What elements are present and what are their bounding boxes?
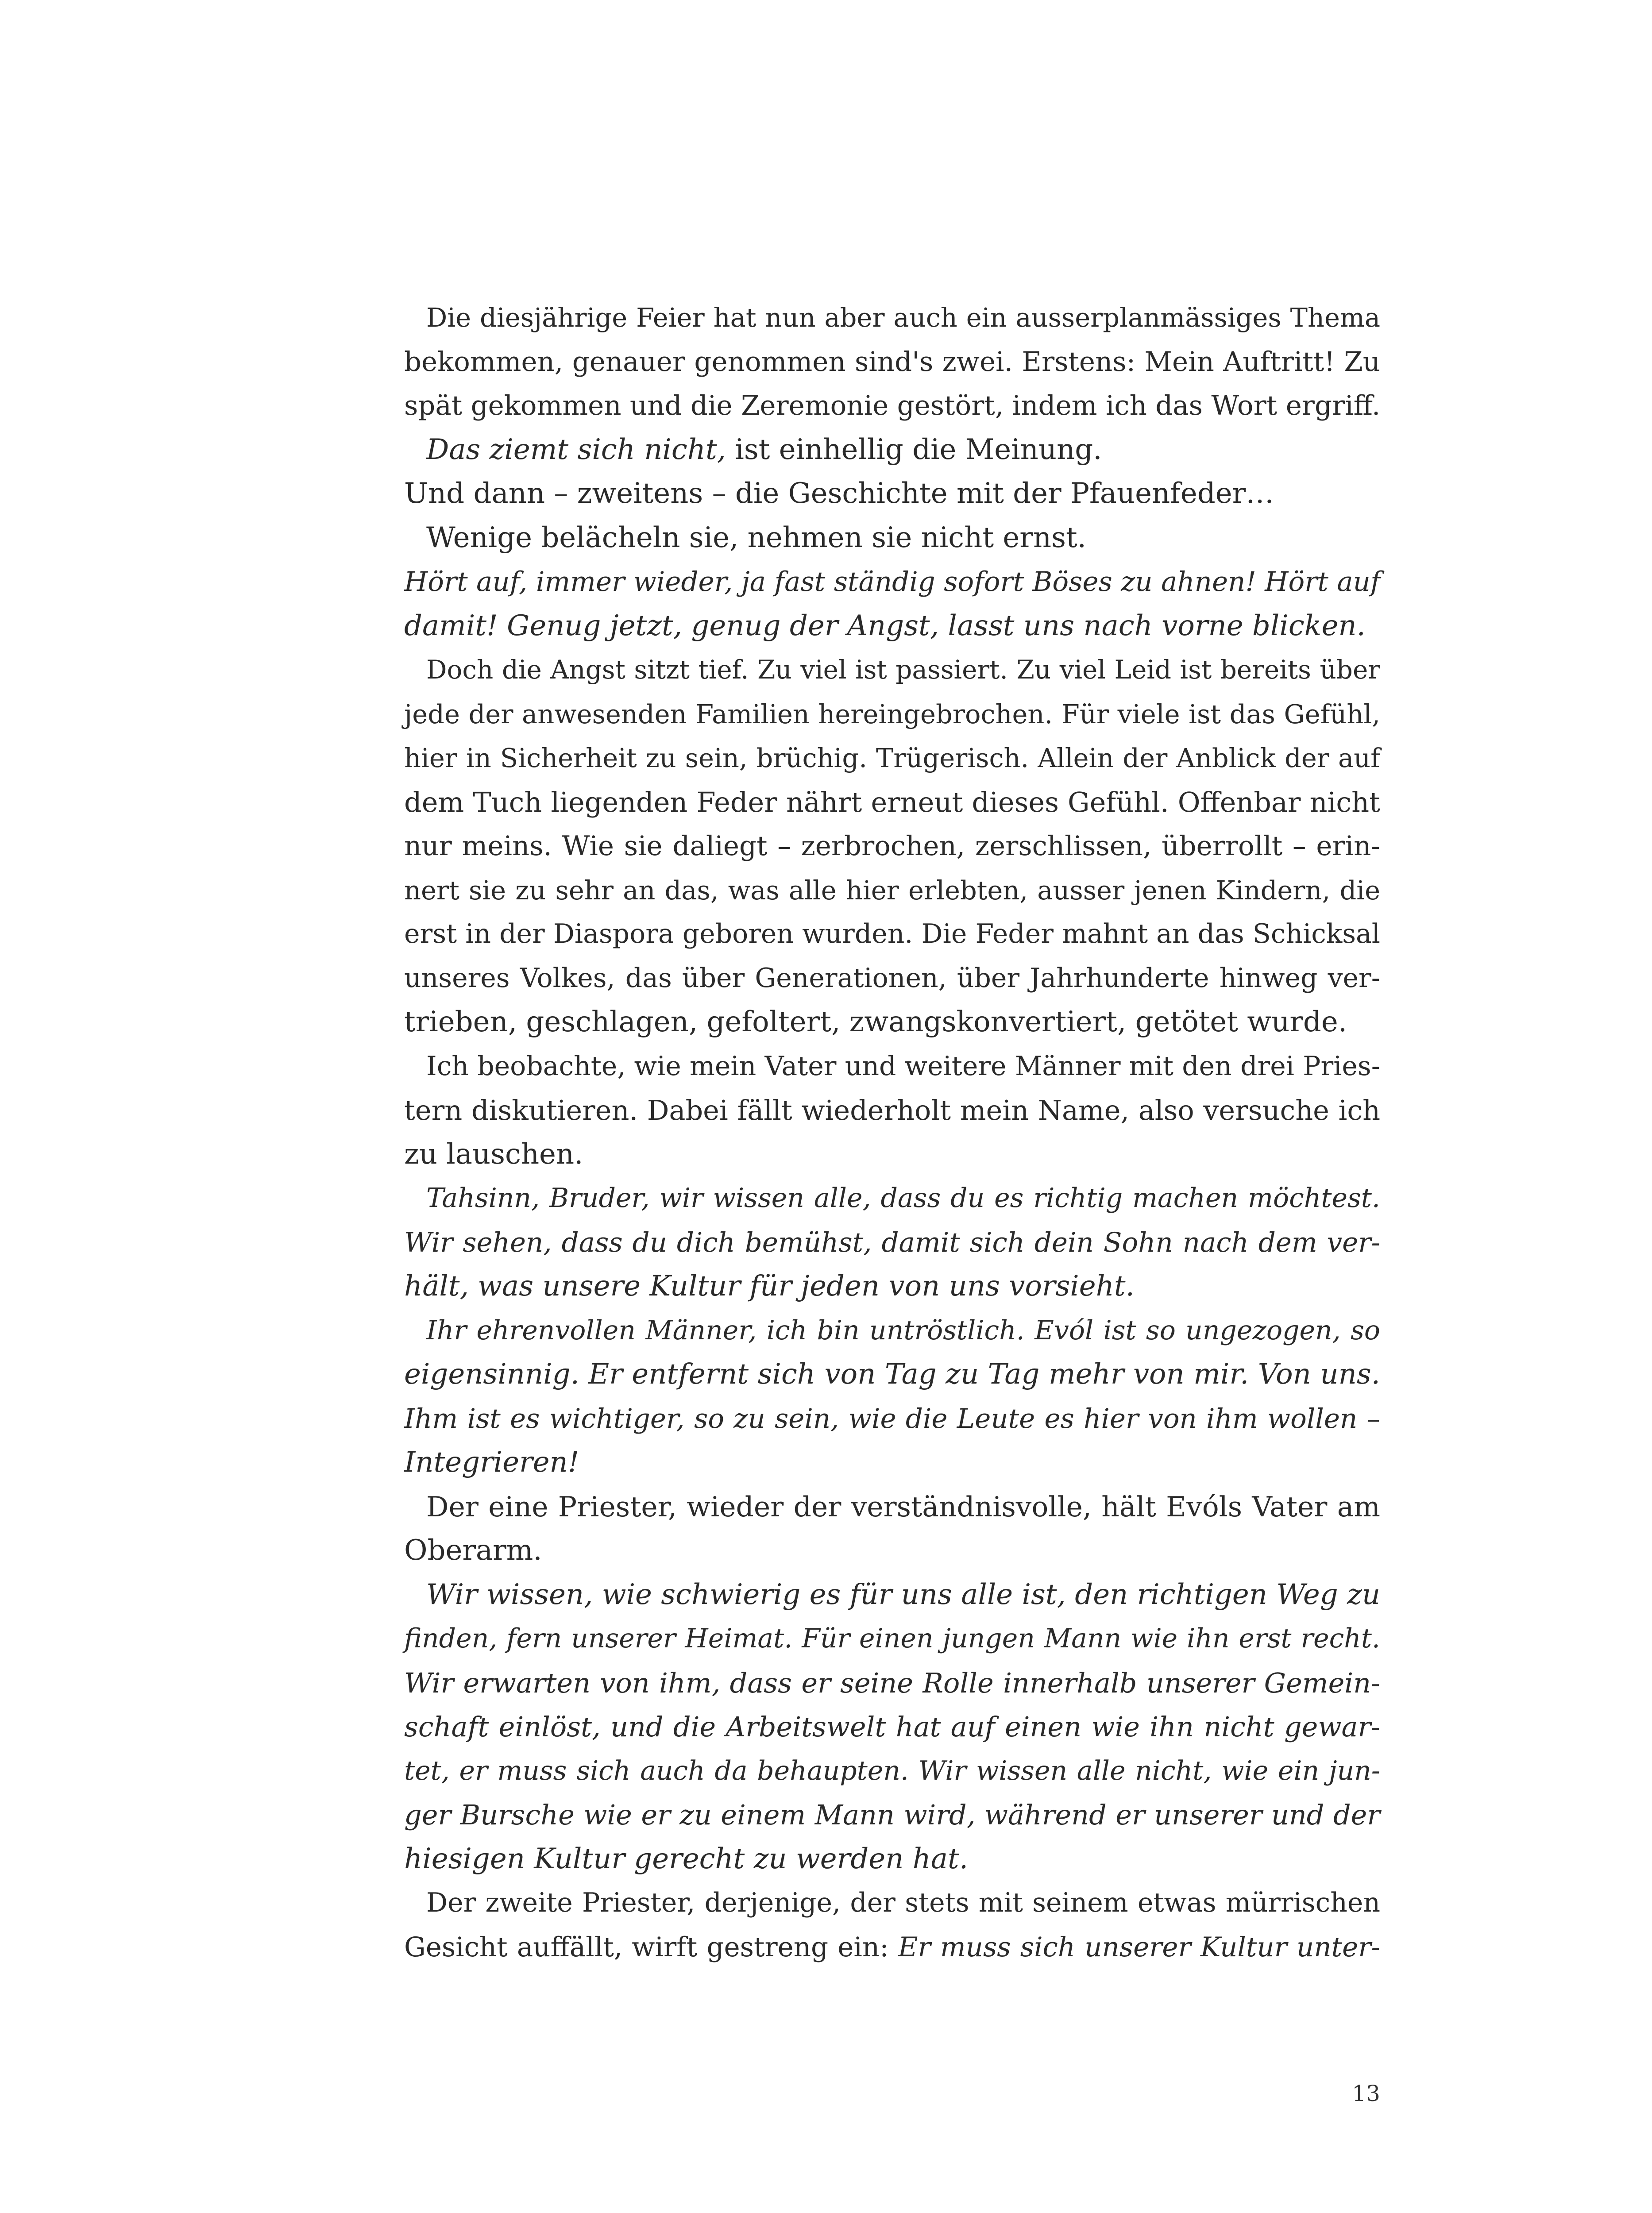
italic-text: Tahsinn, Bruder, wir wissen alle, dass du es richtig machen möchtest. [426, 1183, 1380, 1214]
text-run: trieben, geschlagen, gefoltert, zwangskonvertiert, getötet wurde. [404, 1006, 1347, 1038]
italic-text: eigensinnig. Er entfernt sich von Tag zu Tag mehr von mir. Von uns. [404, 1358, 1380, 1391]
text-run: Der zweite Priester, derjenige, der stets mit seinem etwas mürrischen [426, 1887, 1380, 1918]
text-run: dem Tuch liegenden Feder nährt erneut dieses Gefühl. Offenbar nicht [404, 786, 1380, 818]
text-line [404, 560, 1380, 604]
italic-text: Wir wissen, wie schwierig es für uns alle ist, den richtigen Weg zu [426, 1578, 1381, 1611]
text-line [404, 1176, 1380, 1221]
italic-text: Wir sehen, dass du dich bemühst, damit sich dein Sohn nach dem ver- [404, 1226, 1380, 1258]
text-run: Gesicht auffällt, wirft gestreng ein: [404, 1931, 898, 1963]
text-line [404, 1485, 1380, 1529]
italic-text: Er muss sich unserer Kultur unter- [898, 1931, 1380, 1963]
text-line [404, 780, 1380, 825]
text-line [404, 1573, 1380, 1617]
italic-text: ger Bursche wie er zu einem Mann wird, während er unserer und der [404, 1799, 1380, 1831]
text-line [404, 1221, 1380, 1265]
italic-text: hiesigen Kultur gerecht zu werden hat. [404, 1842, 969, 1875]
italic-text: hält, was unsere Kultur für jeden von uns vorsieht. [404, 1270, 1135, 1303]
italic-text: Ihm ist es wichtiger, so zu sein, wie die Leute es hier von ihm wollen – [404, 1403, 1380, 1434]
text-line [404, 1749, 1380, 1793]
italic-text: Das ziemt sich nicht, [426, 433, 726, 466]
text-line [404, 1088, 1380, 1133]
italic-text: tet, er muss sich auch da behaupten. Wir wissen alle nicht, wie ein jun- [404, 1755, 1380, 1786]
text-line [404, 868, 1380, 913]
text-run: hier in Sicherheit zu sein, brüchig. Trügerisch. Allein der Anblick der auf [404, 743, 1380, 773]
text-line [404, 824, 1380, 868]
text-run: tern diskutieren. Dabei fällt wiederholt mein Name, also versuche ich [404, 1094, 1380, 1126]
text-line [404, 1529, 1380, 1573]
italic-text: Hört auf, immer wieder, ja fast ständig sofort Böses zu ahnen! Hört auf [404, 566, 1381, 598]
text-line [404, 692, 1380, 736]
text-line [404, 1045, 1380, 1089]
text-line [404, 516, 1380, 560]
text-run: ist einhellig die Meinung. [726, 433, 1102, 466]
text-line [404, 956, 1380, 1001]
text-run: jede der anwesenden Familien hereingebrochen. Für viele ist das Gefühl, [404, 698, 1380, 729]
italic-text: Ihr ehrenvollen Männer, ich bin untröstlich. Evól ist so ungezogen, so [426, 1315, 1380, 1346]
text-run: Oberarm. [404, 1534, 542, 1567]
text-run: nert sie zu sehr an das, was alle hier erlebten, ausser jenen Kindern, die [404, 875, 1380, 906]
text-line [404, 1133, 1380, 1177]
text-line [404, 1705, 1380, 1749]
italic-text: Wir erwarten von ihm, dass er seine Rolle innerhalb unserer Gemein- [404, 1666, 1380, 1699]
text-run: spät gekommen und die Zeremonie gestört, indem ich das Wort ergriff. [404, 390, 1381, 421]
text-run: nur meins. Wie sie daliegt – zerbrochen, zerschlissen, überrollt – erin- [404, 830, 1380, 862]
text-line [404, 604, 1380, 648]
text-line [404, 1661, 1380, 1705]
text-line [404, 1793, 1380, 1837]
italic-text: schaft einlöst, und die Arbeitswelt hat auf einen wie ihn nicht gewar- [404, 1711, 1380, 1743]
text-run: Die diesjährige Feier hat nun aber auch ein ausserplanmässiges Thema [426, 302, 1380, 333]
body-text [404, 296, 1380, 1969]
text-line [404, 1837, 1380, 1881]
text-run: zu lauschen. [404, 1137, 583, 1171]
page-number: 13 [1352, 2081, 1380, 2106]
text-line [404, 340, 1380, 384]
text-line [404, 736, 1380, 780]
text-run: erst in der Diaspora geboren wurden. Die Feder mahnt an das Schicksal [404, 918, 1380, 949]
text-run: unseres Volkes, das über Generationen, über Jahrhunderte hinweg ver- [404, 962, 1380, 994]
text-run: bekommen, genauer genommen sind's zwei. Erstens: Mein Auftritt! Zu [404, 346, 1380, 378]
text-run: Wenige belächeln sie, nehmen sie nicht ernst. [426, 521, 1086, 554]
text-line [404, 1617, 1380, 1661]
text-line [404, 912, 1380, 956]
text-line [404, 1265, 1380, 1309]
italic-text: Integrieren! [404, 1446, 579, 1479]
text-line [404, 1353, 1380, 1397]
text-line [404, 1925, 1380, 1970]
text-line [404, 1881, 1380, 1925]
text-run: Und dann – zweitens – die Geschichte mit der Pfauenfeder… [404, 477, 1274, 510]
italic-text: finden, fern unserer Heimat. Für einen jungen Mann wie ihn erst recht. [404, 1623, 1380, 1654]
text-run: Doch die Angst sitzt tief. Zu viel ist passiert. Zu viel Leid ist bereits über [426, 655, 1380, 685]
text-line [404, 648, 1380, 692]
text-line [404, 1309, 1380, 1353]
italic-text: damit! Genug jetzt, genug der Angst, lasst uns nach vorne blicken. [404, 609, 1366, 642]
text-line [404, 296, 1380, 340]
text-line [404, 384, 1380, 428]
text-run: Der eine Priester, wieder der verständnisvolle, hält Evóls Vater am [426, 1490, 1380, 1523]
text-line [404, 1441, 1380, 1485]
text-line [404, 428, 1380, 472]
text-run: Ich beobachte, wie mein Vater und weitere Männer mit den drei Pries- [426, 1050, 1380, 1082]
text-line [404, 1397, 1380, 1441]
text-line [404, 472, 1380, 516]
text-line [404, 1000, 1380, 1045]
